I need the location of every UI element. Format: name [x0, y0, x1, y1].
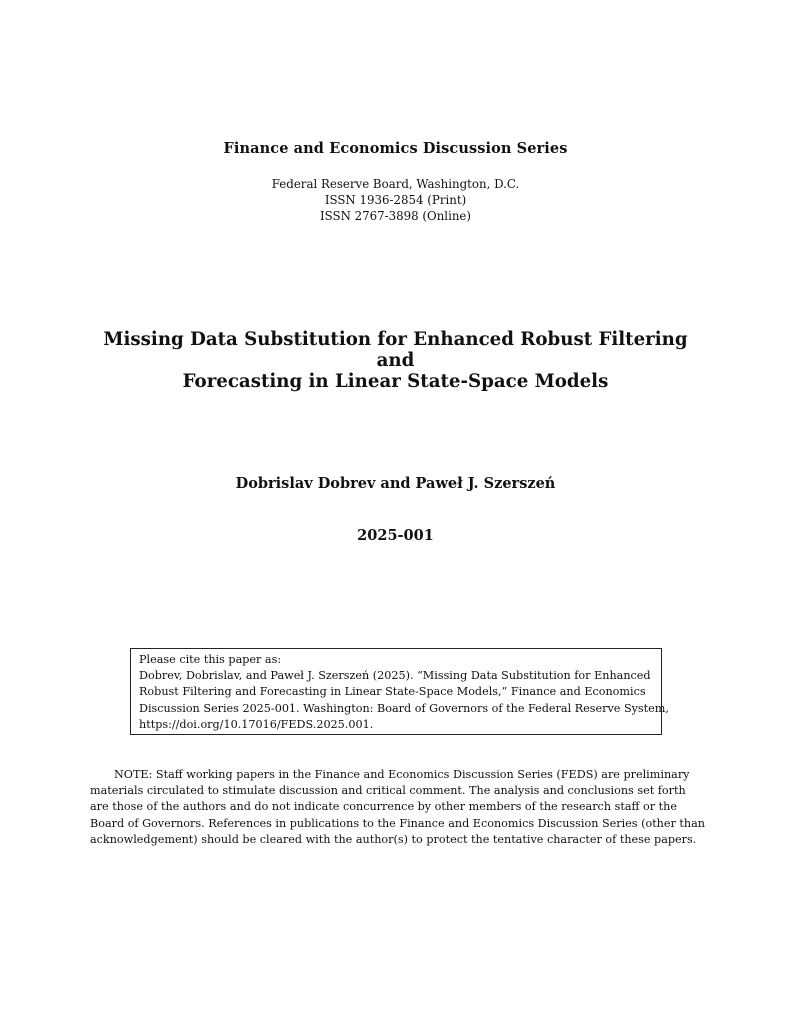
note-line: Board of Governors. References in publications to the Finance and Economics Discussion Series (other than: [90, 816, 705, 830]
disclaimer-note: [90, 767, 705, 848]
paper-title-line: Missing Data Substitution for Enhanced Robust Filtering and: [103, 329, 688, 371]
note-line: NOTE: Staff working papers in the Finance and Economics Discussion Series (FEDS) are preliminary: [114, 768, 690, 781]
series-title: Finance and Economics Discussion Series: [223, 140, 568, 157]
citation-box: [130, 648, 669, 735]
paper-authors: Dobrislav Dobrev and Paweł J. Szerszeń: [235, 475, 556, 492]
citation-doi-link[interactable]: https://doi.org/10.17016/FEDS.2025.001.: [139, 717, 374, 731]
citation-line: Please cite this paper as:: [139, 653, 282, 666]
issn-online: ISSN 2767-3898 (Online): [319, 209, 472, 223]
publisher-block: [0, 176, 791, 224]
citation-line: Robust Filtering and Forecasting in Linear State-Space Models,” Finance and Economics: [139, 685, 646, 699]
citation-line: Discussion Series 2025-001. Washington: Board of Governors of the Federal Reserve System,: [139, 701, 669, 715]
paper-number: 2025-001: [357, 527, 434, 544]
paper-title-line: Forecasting in Linear State-Space Models: [182, 371, 609, 392]
issn-print: ISSN 1936-2854 (Print): [324, 193, 467, 207]
note-line: are those of the authors and do not indicate concurrence by other members of the research staff or the: [90, 800, 677, 814]
paper-title: [100, 329, 691, 392]
citation-line: Dobrev, Dobrislav, and Paweł J. Szerszeń (2025). “Missing Data Substitution for Enhanced: [139, 669, 651, 683]
publisher-name: Federal Reserve Board, Washington, D.C.: [271, 177, 520, 191]
note-line: acknowledgement) should be cleared with the author(s) to protect the tentative character of these papers.: [90, 832, 697, 846]
note-line: materials circulated to stimulate discussion and critical comment. The analysis and conclusions set forth: [90, 784, 686, 798]
